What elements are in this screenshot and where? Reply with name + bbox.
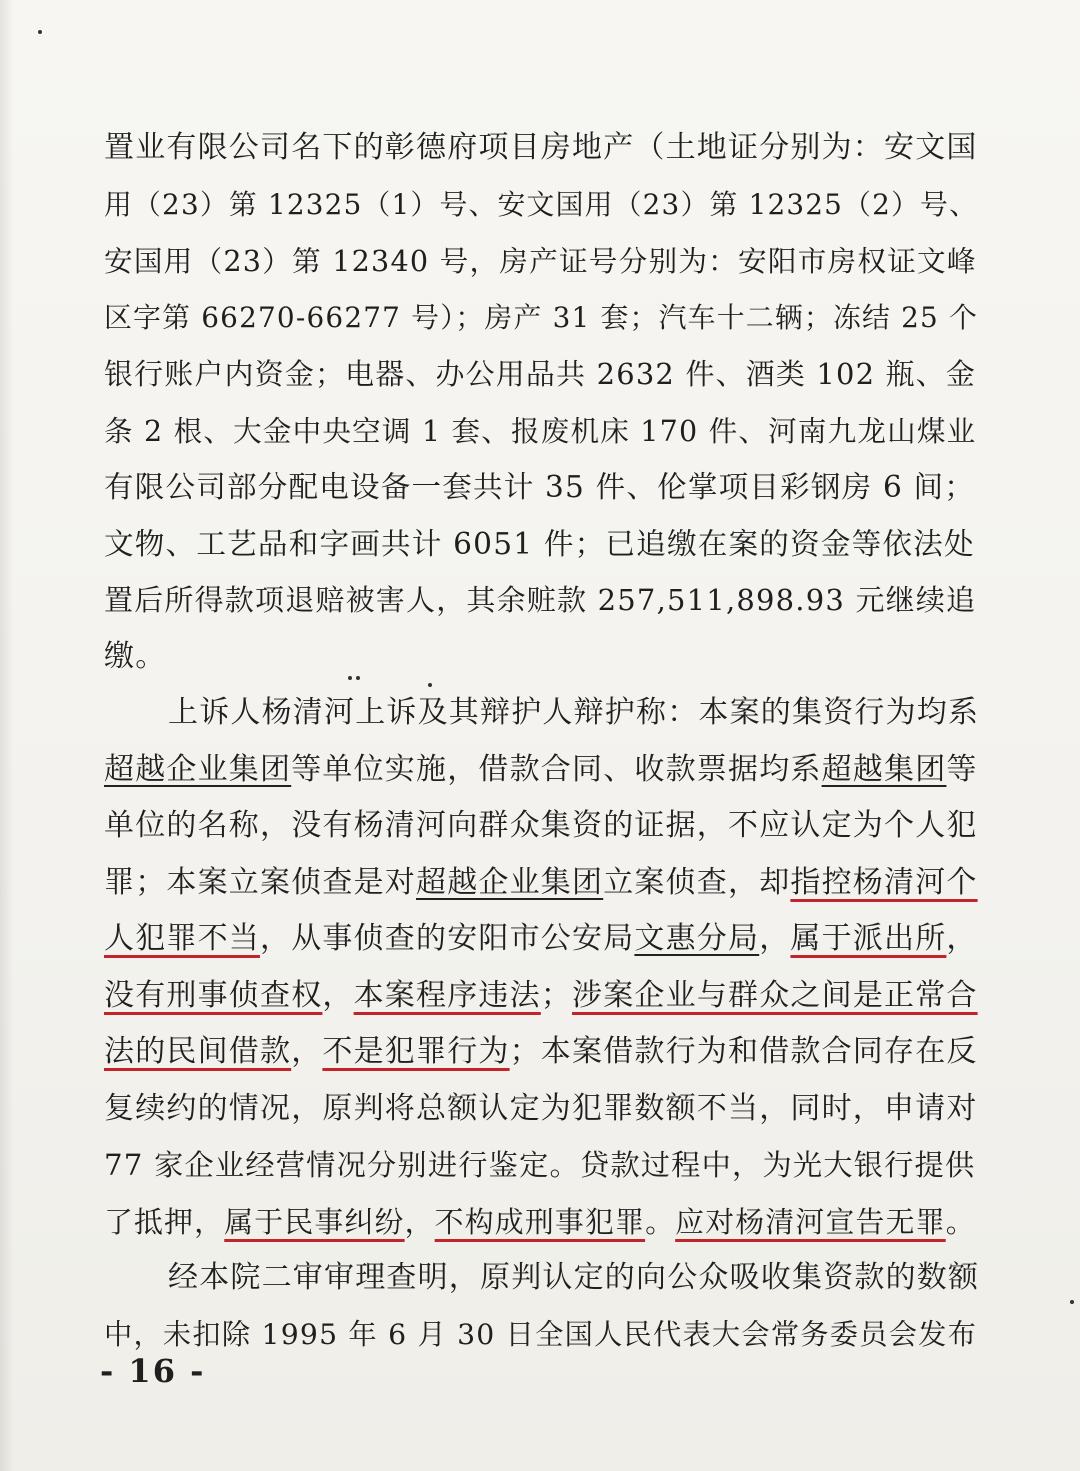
red-underlined-text: 不是犯罪行为	[322, 1034, 510, 1069]
text-line	[104, 120, 984, 177]
red-underlined-text: 人犯罪不当	[104, 921, 260, 956]
text-line	[104, 742, 984, 799]
text-segment: 罪；本案立案侦查是对	[104, 864, 416, 900]
text-segment: ，	[322, 977, 354, 1013]
text-line	[104, 459, 984, 516]
black-underlined-text: 超越集团	[821, 751, 947, 787]
text-segment: ，	[759, 921, 791, 956]
speck	[1070, 1300, 1074, 1304]
text-segment: 安国用（23）第 12340 号，房产证号分别为：安阳市房权证文峰	[104, 244, 977, 278]
red-underlined-text: 涉案企业与群众之间是正常合	[572, 977, 978, 1013]
text-segment: 等	[946, 751, 978, 787]
text-line	[104, 855, 984, 912]
text-segment: 银行账户内资金；电器、办公用品共 2632 件、酒类 102 瓶、金	[104, 357, 977, 391]
red-underlined-text: 指控杨清河个	[790, 864, 978, 900]
text-line	[104, 911, 984, 968]
red-underlined-text: 属于派出所	[790, 921, 947, 956]
text-segment: 置后所得款项退赔被害人，其余赃款 257,511,898.93 元继续追	[104, 583, 977, 617]
text-segment: 用（23）第 12325（1）号、安文国用（23）第 12325（2）号、	[104, 187, 979, 221]
text-line	[104, 1137, 984, 1194]
text-segment: 立案侦查，却	[603, 864, 791, 900]
text-segment: 文物、工艺品和字画共计 6051 件；已追缴在案的资金等依法处	[104, 526, 975, 561]
text-segment: 缴。	[104, 638, 167, 674]
black-underlined-text: 文惠分局	[634, 921, 760, 956]
text-segment: 单位的名称，没有杨清河向群众集资的证据，不应认定为个人犯	[104, 808, 978, 843]
text-line	[104, 1307, 984, 1364]
text-segment: ，	[946, 921, 978, 956]
red-underlined-text: 没有刑事侦查权	[104, 977, 323, 1013]
text-line	[104, 1081, 984, 1138]
text-line	[104, 1250, 984, 1307]
text-segment: ，从事侦查的安阳市公安局	[260, 921, 635, 956]
text-segment: 了抵押，	[104, 1204, 225, 1239]
text-line	[104, 346, 984, 403]
black-underlined-text: 超越企业集团	[104, 751, 292, 787]
body-text	[104, 120, 984, 1363]
text-segment: 。	[645, 1204, 676, 1239]
text-segment: 等单位实施，借款合同、收款票据均系	[291, 751, 822, 787]
text-segment: 有限公司部分配电设备一套共计 35 件、伦掌项目彩钢房 6 间；	[104, 470, 976, 504]
red-underlined-text: 法的民间借款	[104, 1034, 292, 1069]
red-underlined-text: 应对杨清河宣告无罪	[675, 1204, 946, 1239]
red-underlined-text: 本案程序违法	[353, 977, 541, 1013]
text-segment: 77 家企业经营情况分别进行鉴定。贷款过程中，为光大银行提供	[104, 1148, 976, 1182]
text-segment: 中，未扣除 1995 年 6 月 30 日全国人民代表大会常务委员会发布	[104, 1317, 978, 1351]
text-segment: 。	[945, 1204, 976, 1239]
text-segment: ；本案借款行为和借款合同存在反	[509, 1034, 978, 1069]
text-line	[104, 629, 984, 686]
text-segment: 置业有限公司名下的彰德府项目房地产（土地证分别为：安文国	[104, 130, 978, 165]
red-underlined-text: 不构成刑事犯罪	[434, 1204, 646, 1239]
text-line	[104, 177, 984, 234]
text-segment: 区字第 66270-66277 号）；房产 31 套；汽车十二辆；冻结 25 个	[104, 300, 979, 334]
red-underlined-text: 属于民事纠纷	[224, 1204, 405, 1239]
text-line	[104, 968, 984, 1025]
text-segment: 复续约的情况，原判将总额认定为犯罪数额不当，同时，申请对	[104, 1090, 978, 1126]
text-line	[104, 290, 984, 347]
text-line	[104, 233, 984, 290]
text-line	[104, 1024, 984, 1081]
page-edge-shadow	[0, 0, 14, 1471]
speck	[38, 30, 42, 34]
text-line	[104, 798, 984, 855]
text-line	[104, 403, 984, 460]
text-segment: ，	[404, 1204, 435, 1239]
text-line	[104, 685, 984, 742]
text-segment: 上诉人杨清河上诉及其辩护人辩护称：本案的集资行为均系	[168, 695, 980, 730]
text-line	[104, 572, 984, 629]
black-underlined-text: 超越企业集团	[416, 864, 604, 900]
text-segment: 经本院二审审理查明，原判认定的向公众吸收集资款的数额	[168, 1260, 980, 1295]
text-segment: ；	[540, 977, 573, 1013]
text-segment: ，	[291, 1034, 323, 1069]
text-segment: 条 2 根、大金中央空调 1 套、报废机床 170 件、河南九龙山煤业	[104, 413, 977, 448]
text-line	[104, 1194, 984, 1251]
text-line	[104, 516, 984, 573]
page-number: - 16 -	[100, 1352, 206, 1390]
